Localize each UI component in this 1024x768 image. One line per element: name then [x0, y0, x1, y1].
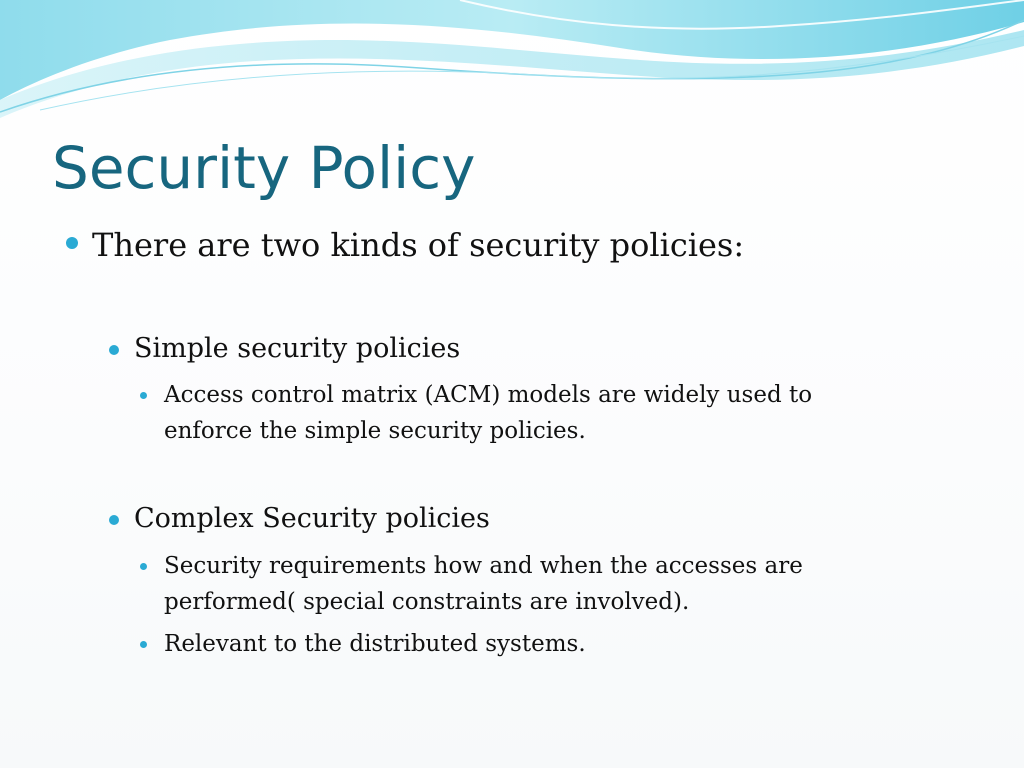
sub-sub-bullet-point: Relevant to the distributed systems. — [164, 631, 586, 657]
bullet-icon — [140, 641, 147, 648]
slide-title: Security Policy — [52, 134, 476, 202]
sub-bullet-point: Complex Security policies — [134, 503, 490, 534]
sub-sub-bullet-point: Access control matrix (ACM) models are widely used to enforce the simple security policies. — [164, 382, 813, 444]
bullet-icon — [109, 345, 119, 355]
bullet-icon — [66, 237, 78, 249]
sub-bullet-point: Simple security policies — [134, 333, 461, 364]
bullet-point: There are two kinds of security policies: — [92, 226, 745, 264]
bullet-icon — [140, 563, 147, 570]
bullet-icon — [140, 392, 147, 399]
bullet-icon — [109, 515, 119, 525]
sub-sub-bullet-point: Security requirements how and when the accesses are performed( special constraints are involved). — [164, 553, 803, 615]
